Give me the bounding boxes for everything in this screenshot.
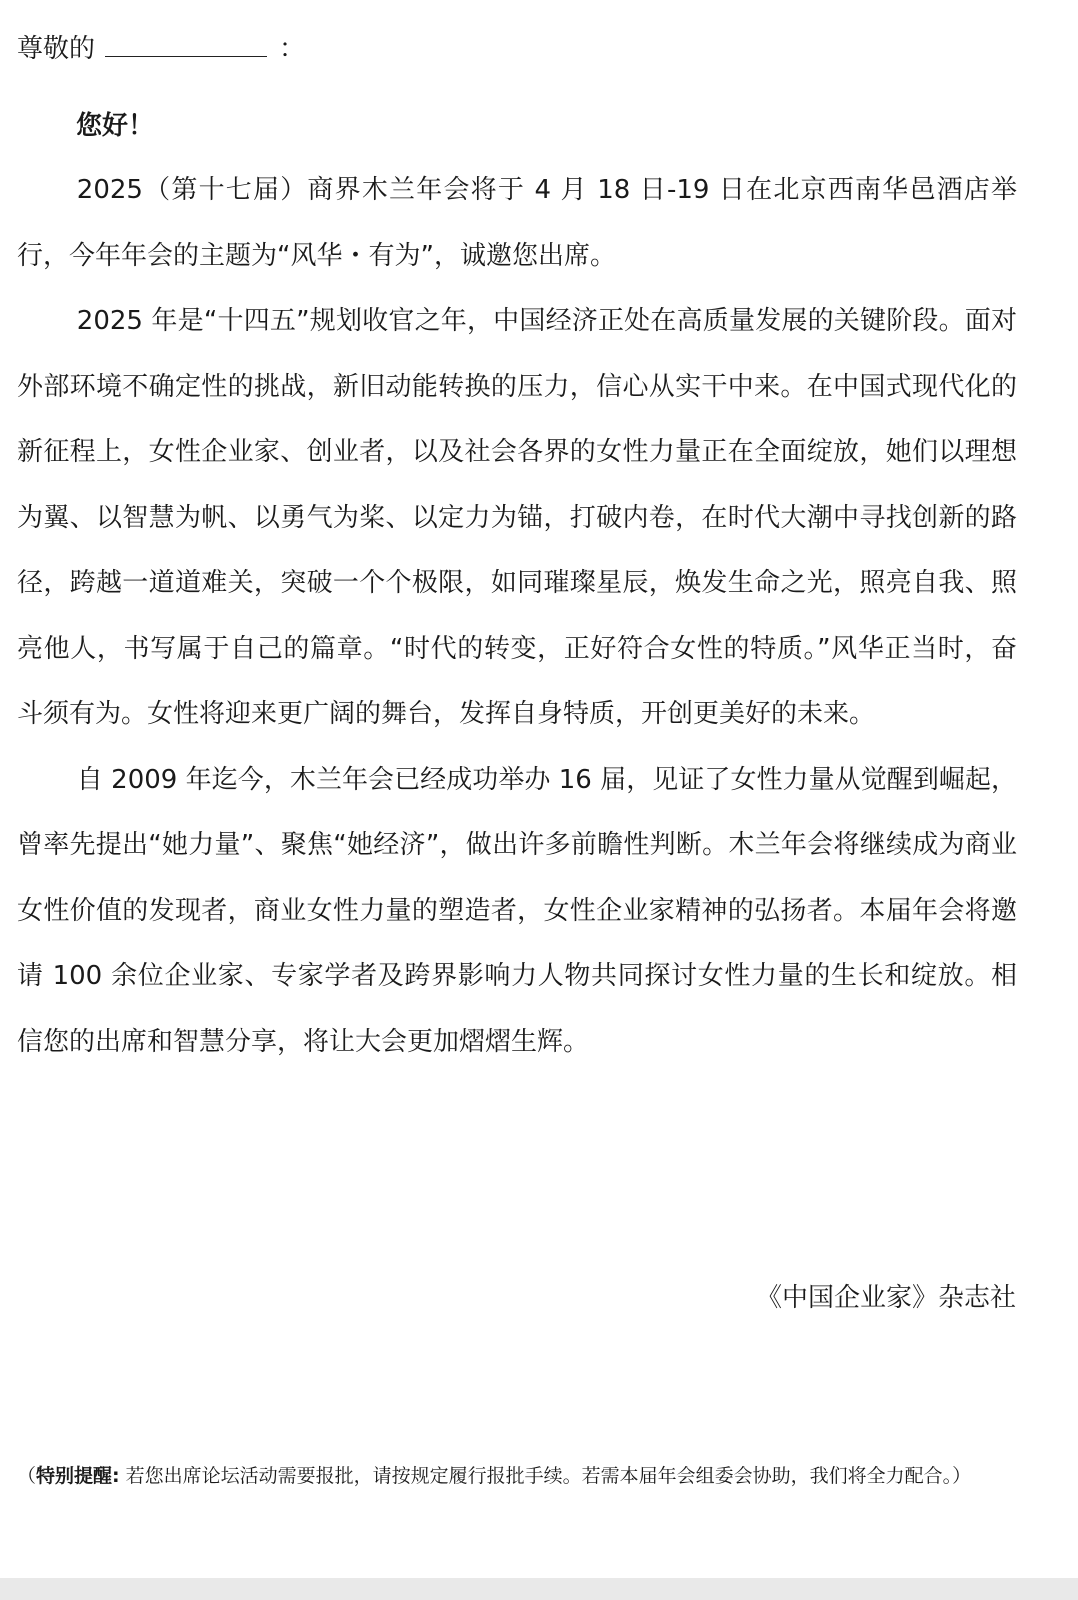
paragraph-theme: 2025 年是“十四五”规划收官之年，中国经济正处在高质量发展的关键阶段。面对外部环境不确定性的挑战，新旧动能转换的压力，信心从实干中来。在中国式现代化的新征程上，女性企业家、创业者，以及社会各界的女性力量正在全面绽放，她们以理想为翼、以智慧为帆、以勇气为桨、以定力为锚，打破内卷，在时代大潮中寻找创新的路径，跨越一道道难关，突破一个个极限，如同璀璨星辰，焕发生命之光，照亮自我、照亮他人，书写属于自己的篇章。“时代的转变，正好符合女性的特质。”风华正当时，奋斗须有为。女性将迎来更广阔的舞台，发挥自身特质，开创更美好的未来。 — [17, 306, 1017, 729]
notice-text: 若您出席论坛活动需要报批，请按规定履行报批手续。若需本届年会组委会协助，我们将全力配合。） — [119, 1465, 972, 1487]
page-bottom-edge — [0, 1578, 1078, 1600]
salutation-prefix: 尊敬的 — [17, 34, 96, 64]
salutation — [17, 26, 305, 71]
signature: 《中国企业家》杂志社 — [755, 1283, 1016, 1313]
notice-open-paren: （ — [17, 1465, 37, 1487]
notice-label: 特别提醒: — [36, 1465, 120, 1487]
salutation-suffix: ： — [279, 34, 306, 64]
paragraph-event-intro: 2025（第十七届）商界木兰年会将于 4 月 18 日-19 日在北京西南华邑酒店举行，今年年会的主题为“风华・有为”，诚邀您出席。 — [17, 175, 1017, 271]
paragraph-history: 自 2009 年迄今，木兰年会已经成功举办 16 届，见证了女性力量从觉醒到崛起，曾率先提出“她力量”、聚焦“她经济”，做出许多前瞻性判断。木兰年会将继续成为商业女性价值的发现者，商业女性力量的塑造者，女性企业家精神的弘扬者。本届年会将邀请 100 余位企业家、专家学者及跨界影响力人物共同探讨女性力量的生长和绽放。相信您的出席和智慧分享，将让大会更加熠熠生辉。 — [17, 764, 1017, 1057]
greeting: 您好！ — [76, 111, 155, 141]
letter-body — [17, 158, 1017, 1075]
recipient-name-blank — [105, 26, 267, 57]
special-notice — [17, 1448, 1017, 1504]
